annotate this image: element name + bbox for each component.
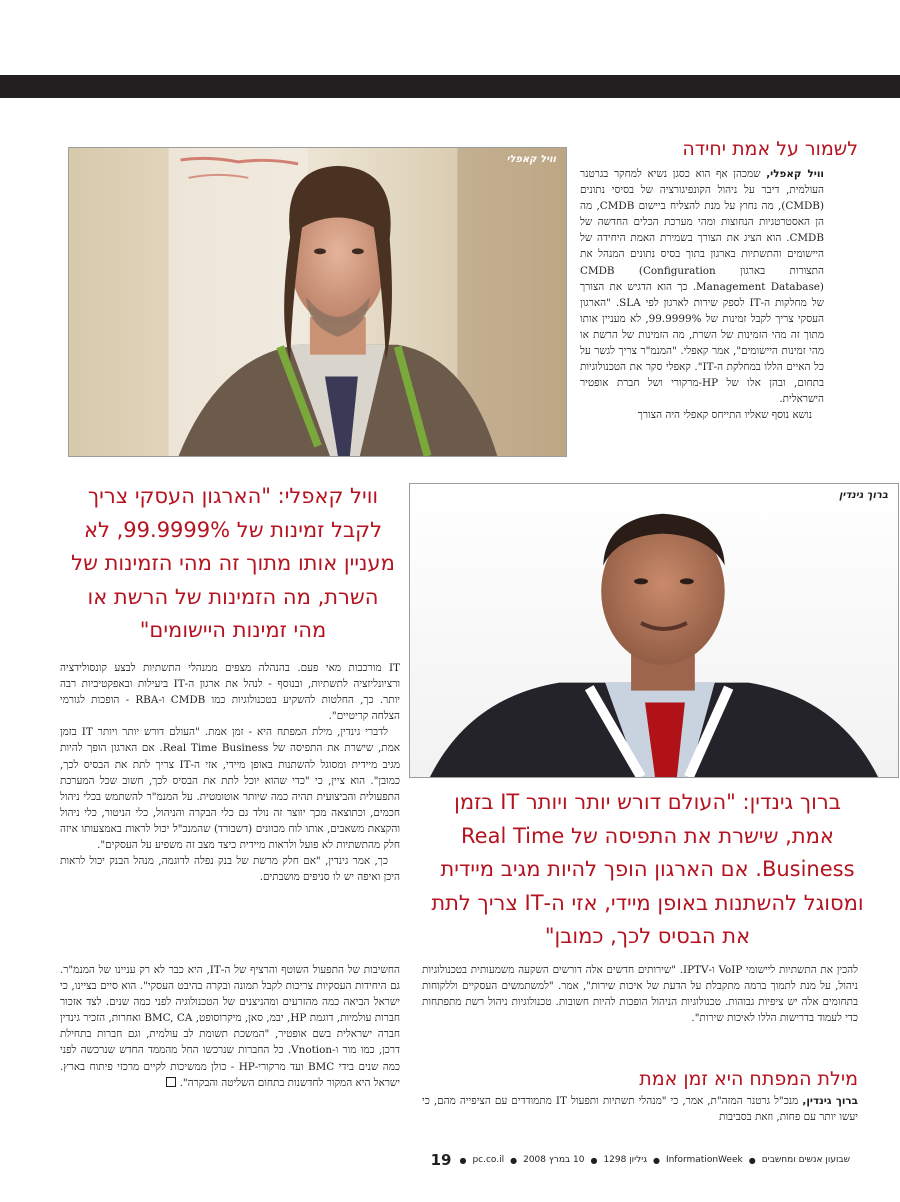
left-column-paragraph: לדברי גינדין, מילת המפתח היא - זמן אמת. "העולם דורש יותר ויותר IT בזמן אמת, שישרת את התפיסה של Real Time Business. אם הארגון הופך להיות מגיב מיידית ומסוגל להשתנות באופן מיידי, אזי ה-IT צריך לתת את הבסיס לכך, כמובן". הוא ציין, כי "כדי שהוא יוכל לתת את הבסיס לכך, חשוב שכל המערכת התפעולית והביצועית תהיה כמה שיותר אוטומטית. על המנמ"ר להשתמש בכלי ניהול חכמים, וכתוצאה מכך יווצר זה נולד גם כלי הבקרה והניהול, כלי הניטור, כלי ניהול והקצאת משאבים, אותו לוח מכוונים (דשבורד) שהמנכ"ל יכול לראות באמצעותו איזה חלק מהתשתיות לא פועל ולראות מיידית כיצד מצב זה משפיע על העסקים".	[60, 726, 401, 852]
pullquote-kapeli: וויל קאפלי: "הארגון העסקי צריך לקבל זמינות של 99.9999%, לא מעניין אותו מתוך זה מהי הזמינות של השרת, מה הזמינות של הרשת או מהי זמינות היישומים"	[71, 484, 395, 642]
photo-kapeli-caption: וויל קאפלי	[506, 154, 556, 165]
footer-publication: שבועון אנשים ומחשבים	[761, 1155, 850, 1165]
section1-lead: וויל קאפלי,	[766, 168, 824, 180]
end-of-article-icon	[166, 1077, 176, 1087]
section2-lead: ברוך גינדין,	[802, 1095, 859, 1107]
footer-separator-icon: ●	[459, 1155, 467, 1165]
photo-kapeli-image	[69, 148, 566, 456]
section2-text: מנכ"ל גרטנר המזה"ת, אמר, כי "מנהלי תשתיות ותפעול IT מתמודדים עם הציפייה מהם, כי יעשו יותר עם פחות, וזאת בסביבות	[422, 1095, 858, 1124]
footer-separator-icon: ●	[748, 1155, 756, 1165]
left-column-paragraph: כך, אמר גינדין, "אם חלק מרשת של בנק נפלה לדוגמה, מנהל הבנק יכול לראות היכן ואיפה יש לו סניפים מושבתים.	[60, 855, 400, 884]
bottom-left-paragraph	[60, 962, 400, 1091]
section2-body	[422, 1093, 858, 1125]
left-column-paragraph: IT מורכבות מאי פעם. בהנהלה מצפים ממנהלי התשתיות לבצע קונסולידציה ורציונליזציה לתשתיות, ובנוסף - לנהל את ארגון ה-IT ביעילות ובאפקטיביות רבה יותר. כך, החלטות להשקיע בטכנולוגיות כמו CMDB ו-RBA - הופכות לגורמי הצלחה קריטיים".	[60, 662, 400, 723]
bottom-left-column	[60, 962, 400, 1091]
bottom-right-column	[422, 962, 858, 1026]
section2-paragraph	[422, 1093, 858, 1125]
page-footer	[60, 1152, 850, 1168]
section1-body	[580, 166, 824, 424]
section2-title: מילת המפתח היא זמן אמת	[639, 1068, 858, 1090]
header-bar	[0, 75, 900, 98]
photo-gindin	[409, 483, 899, 778]
photo-gindin-caption: ברוך גינדין	[838, 490, 888, 501]
photo-gindin-image	[410, 484, 898, 777]
footer-separator-icon: ●	[590, 1155, 598, 1165]
footer-date: 10 במרץ 2008	[523, 1155, 585, 1165]
section1-paragraph: נושא נוסף שאליו התייחס קאפלי היה הצורך	[637, 409, 812, 422]
section1-title: לשמור על אמת יחידה	[682, 138, 858, 160]
footer-issue: גיליון 1298	[603, 1155, 647, 1165]
bottom-right-paragraph: להכין את התשתיות ליישומי VoIP ו-IPTV. "שירותים חדשים אלה דורשים השקעה משמעותית בטכנולוגיות ניהול, על מנת לתמוך ברמה מתקבלת על הדעת של איכות שירות", אמר. "למשתמשים העסקיים וללקוחות בתחומים אלה יש ציפיות גבוהות. טכנולוגיות הניהול הופכות להיות חשובות. טכנולוגיות ניהול רשת מתפתחות כדי לעמוד בדרישות הללו לאיכות שירות".	[422, 964, 858, 1025]
photo-kapeli	[68, 147, 567, 457]
footer-separator-icon: ●	[510, 1155, 518, 1165]
footer-site: pc.co.il	[472, 1155, 505, 1165]
section1-paragraph	[580, 166, 824, 407]
footer-magazine: InformationWeek	[665, 1155, 743, 1165]
footer-separator-icon: ●	[652, 1155, 660, 1165]
bottom-left-text: החשיבות של התפעול השוטף והרציף של ה-IT, היא כבר לא רק עניינו של המנמ"ר. גם היחידות העסקיות צריכות לקבל תמונה ובקרה בהיבט העסקי". הוא סיים בציינו, כי ישראל הביאה כמה מהזרעים ומהניצנים של הטכנולוגיה לפני כמה שנים. לצד אזכור חברות עולמיות, דוגמת HP, יבמ, סאן, מיקרוסופט, BMC, CA ואחרות, הזכיר גינדין חברה ישראלית בשם אופטיר, "המשכת תשומת לב עולמית, וגם חברות בתחילת דרכן, כמו מור ו-Vnotion. כל החברות שנרכשו החל מהממד החדש שנרכשה לפני כמה שנים בידי BMC ועד מרקורי-HP - כולן ממשיכות לקיים מרכזי פיתוח בארץ. ישראל היא המקור לחדשנות בתחום השליטה והבקרה".	[60, 964, 401, 1089]
pullquote-gindin: ברוך גינדין: "העולם דורש יותר ויותר IT בזמן אמת, שישרת את התפיסה של Real Time Business. אם הארגון הופך להיות מגיב מיידית ומסוגל להשתנות באופן מיידי, אזי ה-IT צריך לתת את הבסיס לכך, כמובן"	[431, 790, 864, 948]
left-column-body	[60, 660, 400, 885]
section1-text: שמכהן אף הוא כסגן נשיא למחקר בגרטנר העולמית, דיבר על ניהול הקונפיגורציה של בסיסי נתונים (CMDB), מה נחוץ על מנת להצליח ביישום CMDB, מה הן האסטרטגיות הנחוצות ומהי מערכת הכלים החדשה של CMDB. הוא הציג את הצורך בשמירת האמת היחידה של היישומים והתשתיות בארגון בתוך בסיס נתונים המנהל את התצורות בארגון CMDB (Configuration Management Database). כך הוא הדגיש את הצורך של מחלקות ה-IT לספק שירות לארגון לפי SLA. "הארגון העסקי צריך לקבל זמינות של 99.9999%, לא מעניין אותו מתוך זה מהי הזמינות של השרת, מה הזמינות של הרשת או מהי זמינות היישומים", אמר קאפלי. "המנמ"ר צריך לגשר על כל האיים הללו במחלקת ה-IT". קאפלי סקר את הטכנולוגיות בתחום, ובהן אלו של HP-מרקורי ושל חברת אופטיר הישראלית.	[580, 168, 824, 406]
page-number: 19	[430, 1151, 452, 1169]
